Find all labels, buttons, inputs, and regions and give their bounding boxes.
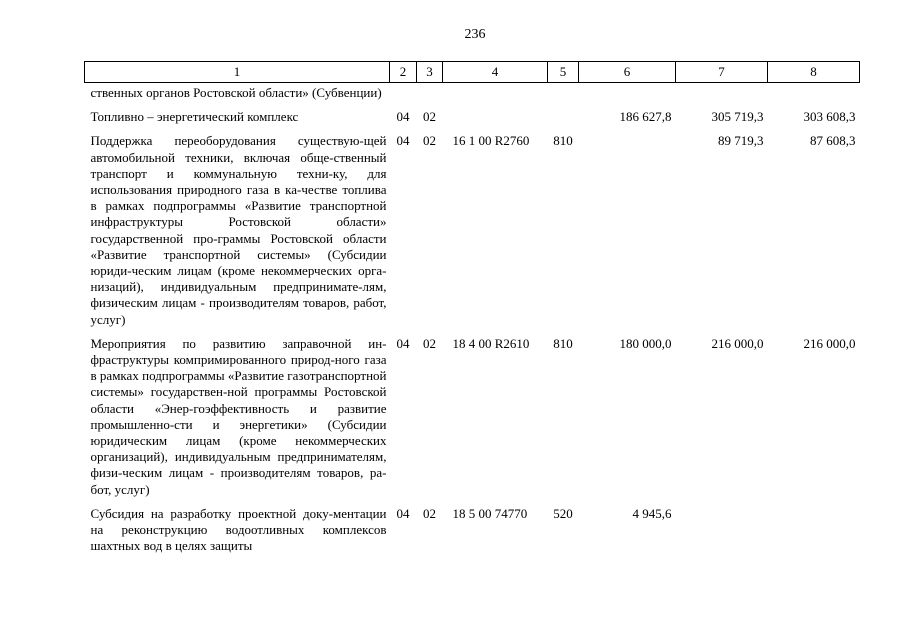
row-amount-year-1 — [579, 83, 676, 102]
table-row — [85, 101, 860, 125]
table-row — [85, 83, 860, 102]
header-col-7: 7 — [676, 62, 768, 83]
row-amount-year-2 — [676, 498, 768, 555]
row-expense-type — [548, 83, 579, 102]
row-expense-type: 520 — [553, 505, 573, 521]
row-name: Топливно – энергетический комплекс — [90, 109, 299, 125]
table-row — [85, 328, 860, 498]
row-amount-year-1: 180 000,0 — [619, 335, 672, 351]
table-row — [85, 498, 860, 555]
row-amount-year-3 — [768, 498, 860, 555]
row-amount-year-2: 89 719,3 — [718, 133, 764, 149]
header-col-8: 8 — [768, 62, 860, 83]
row-amount-year-2 — [676, 83, 768, 102]
row-subsection: 02 — [423, 133, 436, 149]
row-name: Поддержка переоборудования существую-щей автомобильной техники, включая обще-ственный транспорт и коммунальную техни-ку, для использования природного газа в ка-честве топлива в рамках подпрограммы «Развитие транспортной инфраструктуры Ростовской области» государственной про-граммы Ростовской области «Развитие транспортной системы» (Субсидии юриди-ческим лицам (кроме некоммерческих орга-низаций), индивидуальным предпринимате-лям, физическим лицам - производителям товаров, работ, услуг) — [90, 133, 387, 327]
row-section — [390, 83, 417, 102]
row-target-code: 18 5 00 74770 — [452, 505, 528, 521]
row-section: 04 — [396, 133, 410, 149]
row-amount-year-1: 4 945,6 — [632, 505, 672, 521]
header-col-2: 2 — [390, 62, 417, 83]
row-subsection — [417, 83, 443, 102]
row-name: Субсидия на разработку проектной доку-ментации на реконструкцию водоотливных комплексов шахтных вод в целях защиты — [90, 505, 387, 554]
row-amount-year-2: 216 000,0 — [711, 335, 764, 351]
row-amount-year-3: 216 000,0 — [803, 335, 856, 351]
row-amount-year-1 — [579, 125, 676, 327]
row-subsection: 02 — [423, 505, 436, 521]
budget-table — [84, 61, 860, 554]
header-col-5: 5 — [548, 62, 579, 83]
header-col-1: 1 — [85, 62, 390, 83]
row-target-code: 18 4 00 R2610 — [452, 335, 530, 351]
row-amount-year-1: 186 627,8 — [619, 109, 672, 125]
row-name: ственных органов Ростовской области» (Субвенции) — [90, 85, 382, 100]
row-name: Мероприятия по развитию заправочной ин-фраструктуры компримированного природ-ного газа в рамках подпрограммы «Развитие газотранспортной системы» государствен-ной программы Ростовской области «Энер-гоэффективность и развитие промышленно-сти и энергетики» (Субсидии юридическим лицам (кроме некоммерческих организаций), индивидуальным предпринимателям, физи-ческим лицам - производителям товаров, ра-бот, услуг) — [90, 335, 387, 497]
row-target-code: 16 1 00 R2760 — [452, 133, 530, 149]
row-section: 04 — [396, 109, 410, 125]
header-col-6: 6 — [579, 62, 676, 83]
row-amount-year-3 — [768, 83, 860, 102]
row-expense-type: 810 — [553, 133, 573, 149]
header-col-4: 4 — [443, 62, 548, 83]
row-section: 04 — [396, 505, 410, 521]
row-subsection: 02 — [423, 109, 436, 125]
table-header-row — [85, 62, 860, 83]
header-col-3: 3 — [417, 62, 443, 83]
row-section: 04 — [396, 335, 410, 351]
page-number: 236 — [464, 27, 486, 42]
row-amount-year-3: 87 608,3 — [810, 133, 856, 149]
row-amount-year-2: 305 719,3 — [711, 109, 764, 125]
table-row — [85, 125, 860, 327]
row-subsection: 02 — [423, 335, 436, 351]
row-target-code — [443, 101, 548, 125]
row-expense-type: 810 — [553, 335, 573, 351]
row-amount-year-3: 303 608,3 — [803, 109, 856, 125]
row-target-code — [443, 83, 548, 102]
row-expense-type — [548, 101, 579, 125]
